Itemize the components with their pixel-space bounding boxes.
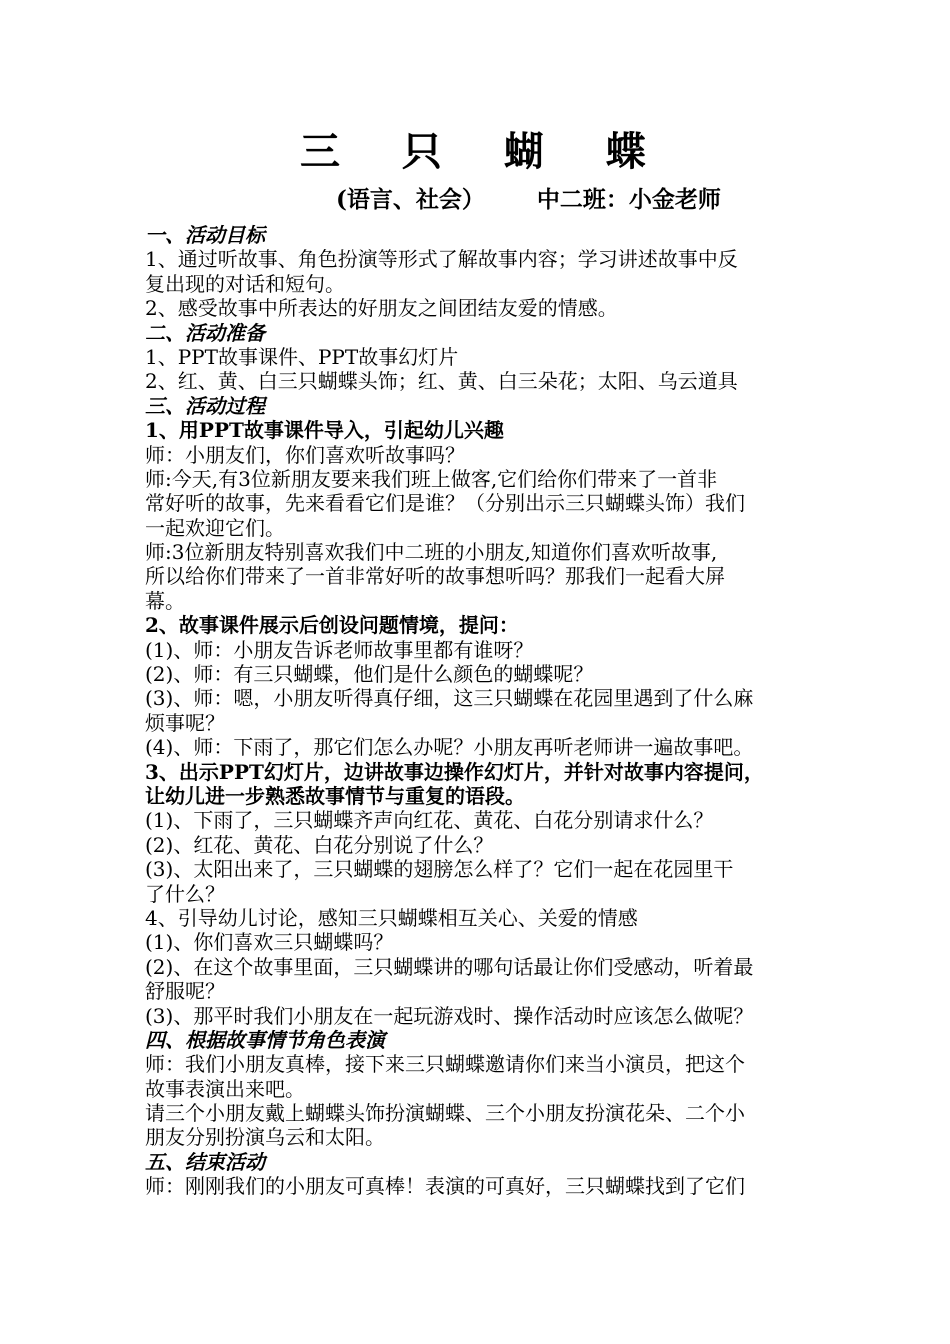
step-heading: 让幼儿进一步熟悉故事情节与重复的语段。: [145, 783, 525, 808]
text-line: (2)、师：有三只蝴蝶，他们是什么颜色的蝴蝶呢？: [145, 662, 594, 687]
text-line: (1)、你们喜欢三只蝴蝶吗？: [145, 930, 394, 955]
text-line: 师:3位新朋友特别喜欢我们中二班的小朋友,知道你们喜欢听故事,: [145, 540, 718, 565]
text-line: 舒服呢？: [145, 979, 225, 1004]
text-line: 1、PPT故事课件、PPT故事幻灯片: [145, 344, 459, 369]
section-heading: 四、根据故事情节角色表演: [145, 1027, 385, 1052]
subject-label: (语言、社会）: [336, 186, 485, 213]
text-line: 2、红、黄、白三只蝴蝶头饰；红、黄、白三朵花；太阳、乌云道具: [145, 369, 738, 394]
section-heading: 五、结束活动: [145, 1149, 265, 1174]
step-heading: 2、故事课件展示后创设问题情境，提问：: [145, 613, 519, 638]
section-heading: 二、活动准备: [145, 320, 265, 345]
text-line: 4、引导幼儿讨论，感知三只蝴蝶相互关心、关爱的情感: [145, 905, 638, 930]
text-line: (3)、太阳出来了，三只蝴蝶的翅膀怎么样了？它们一起在花园里干: [145, 857, 734, 882]
class-teacher-label: 中二班：小金老师: [536, 186, 721, 213]
document-body: [145, 223, 825, 1199]
section-heading: 三、活动过程: [145, 393, 265, 418]
text-line: 师：我们小朋友真棒，接下来三只蝴蝶邀请你们来当小演员，把这个: [145, 1052, 745, 1077]
text-line: 2、感受故事中所表达的好朋友之间团结友爱的情感。: [145, 296, 618, 321]
section-heading: 一、活动目标: [145, 223, 265, 247]
text-line: 1、通过听故事、角色扮演等形式了解故事内容；学习讲述故事中反: [145, 247, 738, 272]
text-line: 复出现的对话和短句。: [145, 271, 345, 296]
text-line: 烦事呢？: [145, 710, 225, 735]
document-subtitle: [336, 183, 721, 217]
text-line: 师：小朋友们，你们喜欢听故事吗？: [145, 442, 465, 467]
text-line: 一起欢迎它们。: [145, 515, 285, 540]
text-line: (1)、师：小朋友告诉老师故事里都有谁呀？: [145, 637, 534, 662]
text-line: 了什么？: [145, 881, 225, 906]
text-line: 幕。: [145, 588, 185, 613]
step-heading: 1、用PPT故事课件导入，引起幼儿兴趣: [145, 418, 504, 443]
text-line: (2)、在这个故事里面，三只蝴蝶讲的哪句话最让你们受感动，听着最: [145, 954, 754, 979]
text-line: 请三个小朋友戴上蝴蝶头饰扮演蝴蝶、三个小朋友扮演花朵、二个小: [145, 1101, 745, 1126]
text-line: (2)、红花、黄花、白花分别说了什么？: [145, 832, 494, 857]
text-line: (4)、师：下雨了，那它们怎么办呢？小朋友再听老师讲一遍故事吧。: [145, 735, 754, 760]
text-line: 常好听的故事，先来看看它们是谁？（分别出示三只蝴蝶头饰）我们: [145, 491, 745, 516]
text-line: (3)、师：嗯，小朋友听得真仔细，这三只蝴蝶在花园里遇到了什么麻: [145, 686, 754, 711]
text-line: 朋友分别扮演乌云和太阳。: [145, 1125, 385, 1150]
text-line: 师：刚刚我们的小朋友可真棒！表演的可真好，三只蝴蝶找到了它们: [145, 1174, 745, 1199]
text-line: (1)、下雨了，三只蝴蝶齐声向红花、黄花、白花分别请求什么？: [145, 808, 714, 833]
text-line: 所以给你们带来了一首非常好听的故事想听吗？那我们一起看大屏: [145, 564, 725, 589]
text-line: 师:今天,有3位新朋友要来我们班上做客,它们给你们带来了一首非: [145, 466, 718, 491]
text-line: (3)、那平时我们小朋友在一起玩游戏时、操作活动时应该怎么做呢？: [145, 1003, 754, 1028]
document-title: 三 只 蝴 蝶: [300, 129, 670, 175]
step-heading: 3、出示PPT幻灯片，边讲故事边操作幻灯片，并针对故事内容提问，: [145, 759, 764, 784]
text-line: 故事表演出来吧。: [145, 1076, 305, 1101]
